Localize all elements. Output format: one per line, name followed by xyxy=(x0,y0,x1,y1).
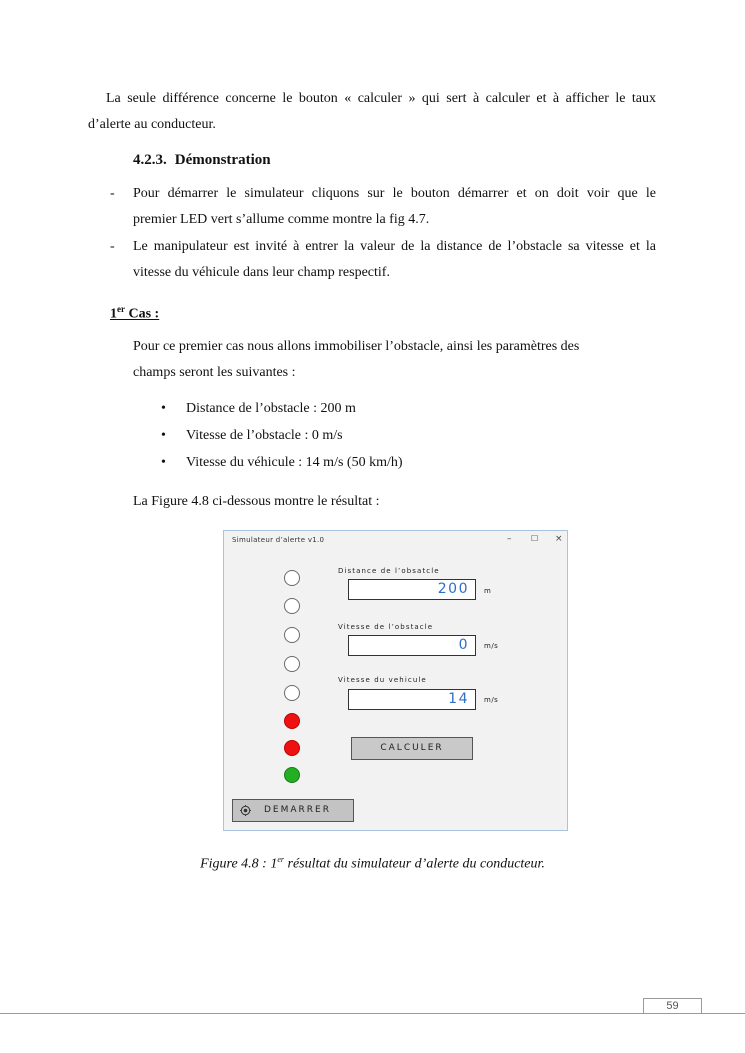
led-8 xyxy=(284,767,300,783)
intro-line-2: d’alerte au conducteur. xyxy=(88,117,216,132)
caption-suffix: résultat du simulateur d’alerte du conducteur. xyxy=(284,856,545,872)
distance-unit: m xyxy=(484,587,492,595)
section-title: Démonstration xyxy=(174,152,271,168)
figure-caption xyxy=(0,849,745,876)
param-obstacle-speed: Vitesse de l’obstacle : 0 m/s xyxy=(186,428,343,443)
window-title: Simulateur d’alerte v1.0 xyxy=(232,536,325,544)
dash-item-1-line-1: Pour démarrer le simulateur cliquons sur le bouton démarrer et on doit voir que le xyxy=(133,186,656,201)
vehicle-speed-input[interactable]: 14 xyxy=(348,689,476,710)
close-icon[interactable]: × xyxy=(555,534,563,544)
case-text-line-1: Pour ce premier cas nous allons immobiliser l’obstacle, ainsi les paramètres des xyxy=(133,339,580,354)
footer-rule xyxy=(0,1013,745,1014)
distance-input[interactable]: 200 xyxy=(348,579,476,600)
vehicle-speed-label: Vitesse du vehicule xyxy=(338,676,427,684)
dash-item-1-line-2: premier LED vert s’allume comme montre la fig 4.7. xyxy=(133,212,430,227)
led-2 xyxy=(284,598,300,614)
calculate-button[interactable]: CALCULER xyxy=(351,737,473,760)
start-button[interactable] xyxy=(232,799,354,822)
bullet-marker-2: • xyxy=(161,428,166,443)
section-heading xyxy=(133,148,271,172)
led-3 xyxy=(284,627,300,643)
case-heading-number: 1 xyxy=(110,306,117,322)
section-number: 4.2.3. xyxy=(133,152,167,168)
intro-line-1: La seule différence concerne le bouton « calculer » qui sert à calculer et à afficher le taux xyxy=(106,91,656,106)
param-vehicle-speed: Vitesse du véhicule : 14 m/s (50 km/h) xyxy=(186,455,403,470)
case-heading-text: Cas : xyxy=(125,306,160,322)
dash-marker-2: - xyxy=(110,239,115,254)
param-distance: Distance de l’obstacle : 200 m xyxy=(186,401,356,416)
minimize-icon[interactable]: – xyxy=(507,534,512,544)
start-button-label: DEMARRER xyxy=(264,805,331,815)
caption-sup: er xyxy=(277,855,284,864)
obstacle-speed-unit: m/s xyxy=(484,642,499,650)
figure-intro: La Figure 4.8 ci-dessous montre le résultat : xyxy=(133,494,380,509)
vehicle-speed-unit: m/s xyxy=(484,696,499,704)
led-5 xyxy=(284,685,300,701)
page-number: 59 xyxy=(666,1000,679,1012)
led-6 xyxy=(284,713,300,729)
case-text-line-2: champs seront les suivantes : xyxy=(133,365,296,380)
bullet-marker-1: • xyxy=(161,401,166,416)
maximize-icon[interactable]: ☐ xyxy=(531,534,539,543)
dash-item-2-line-1: Le manipulateur est invité à entrer la valeur de la distance de l’obstacle sa vitesse et la xyxy=(133,239,656,254)
start-icon xyxy=(240,805,251,816)
distance-label: Distance de l’obsatcle xyxy=(338,567,440,575)
caption-prefix: Figure 4.8 : 1 xyxy=(200,856,278,872)
dash-item-2-line-2: vitesse du véhicule dans leur champ respectif. xyxy=(133,265,390,280)
led-1 xyxy=(284,570,300,586)
simulator-window xyxy=(223,530,568,831)
obstacle-speed-input[interactable]: 0 xyxy=(348,635,476,656)
case-heading xyxy=(110,297,159,327)
obstacle-speed-label: Vitesse de l’obstacle xyxy=(338,623,434,631)
dash-marker-1: - xyxy=(110,186,115,201)
led-7 xyxy=(284,740,300,756)
case-heading-sup: er xyxy=(117,304,125,314)
bullet-marker-3: • xyxy=(161,455,166,470)
led-4 xyxy=(284,656,300,672)
